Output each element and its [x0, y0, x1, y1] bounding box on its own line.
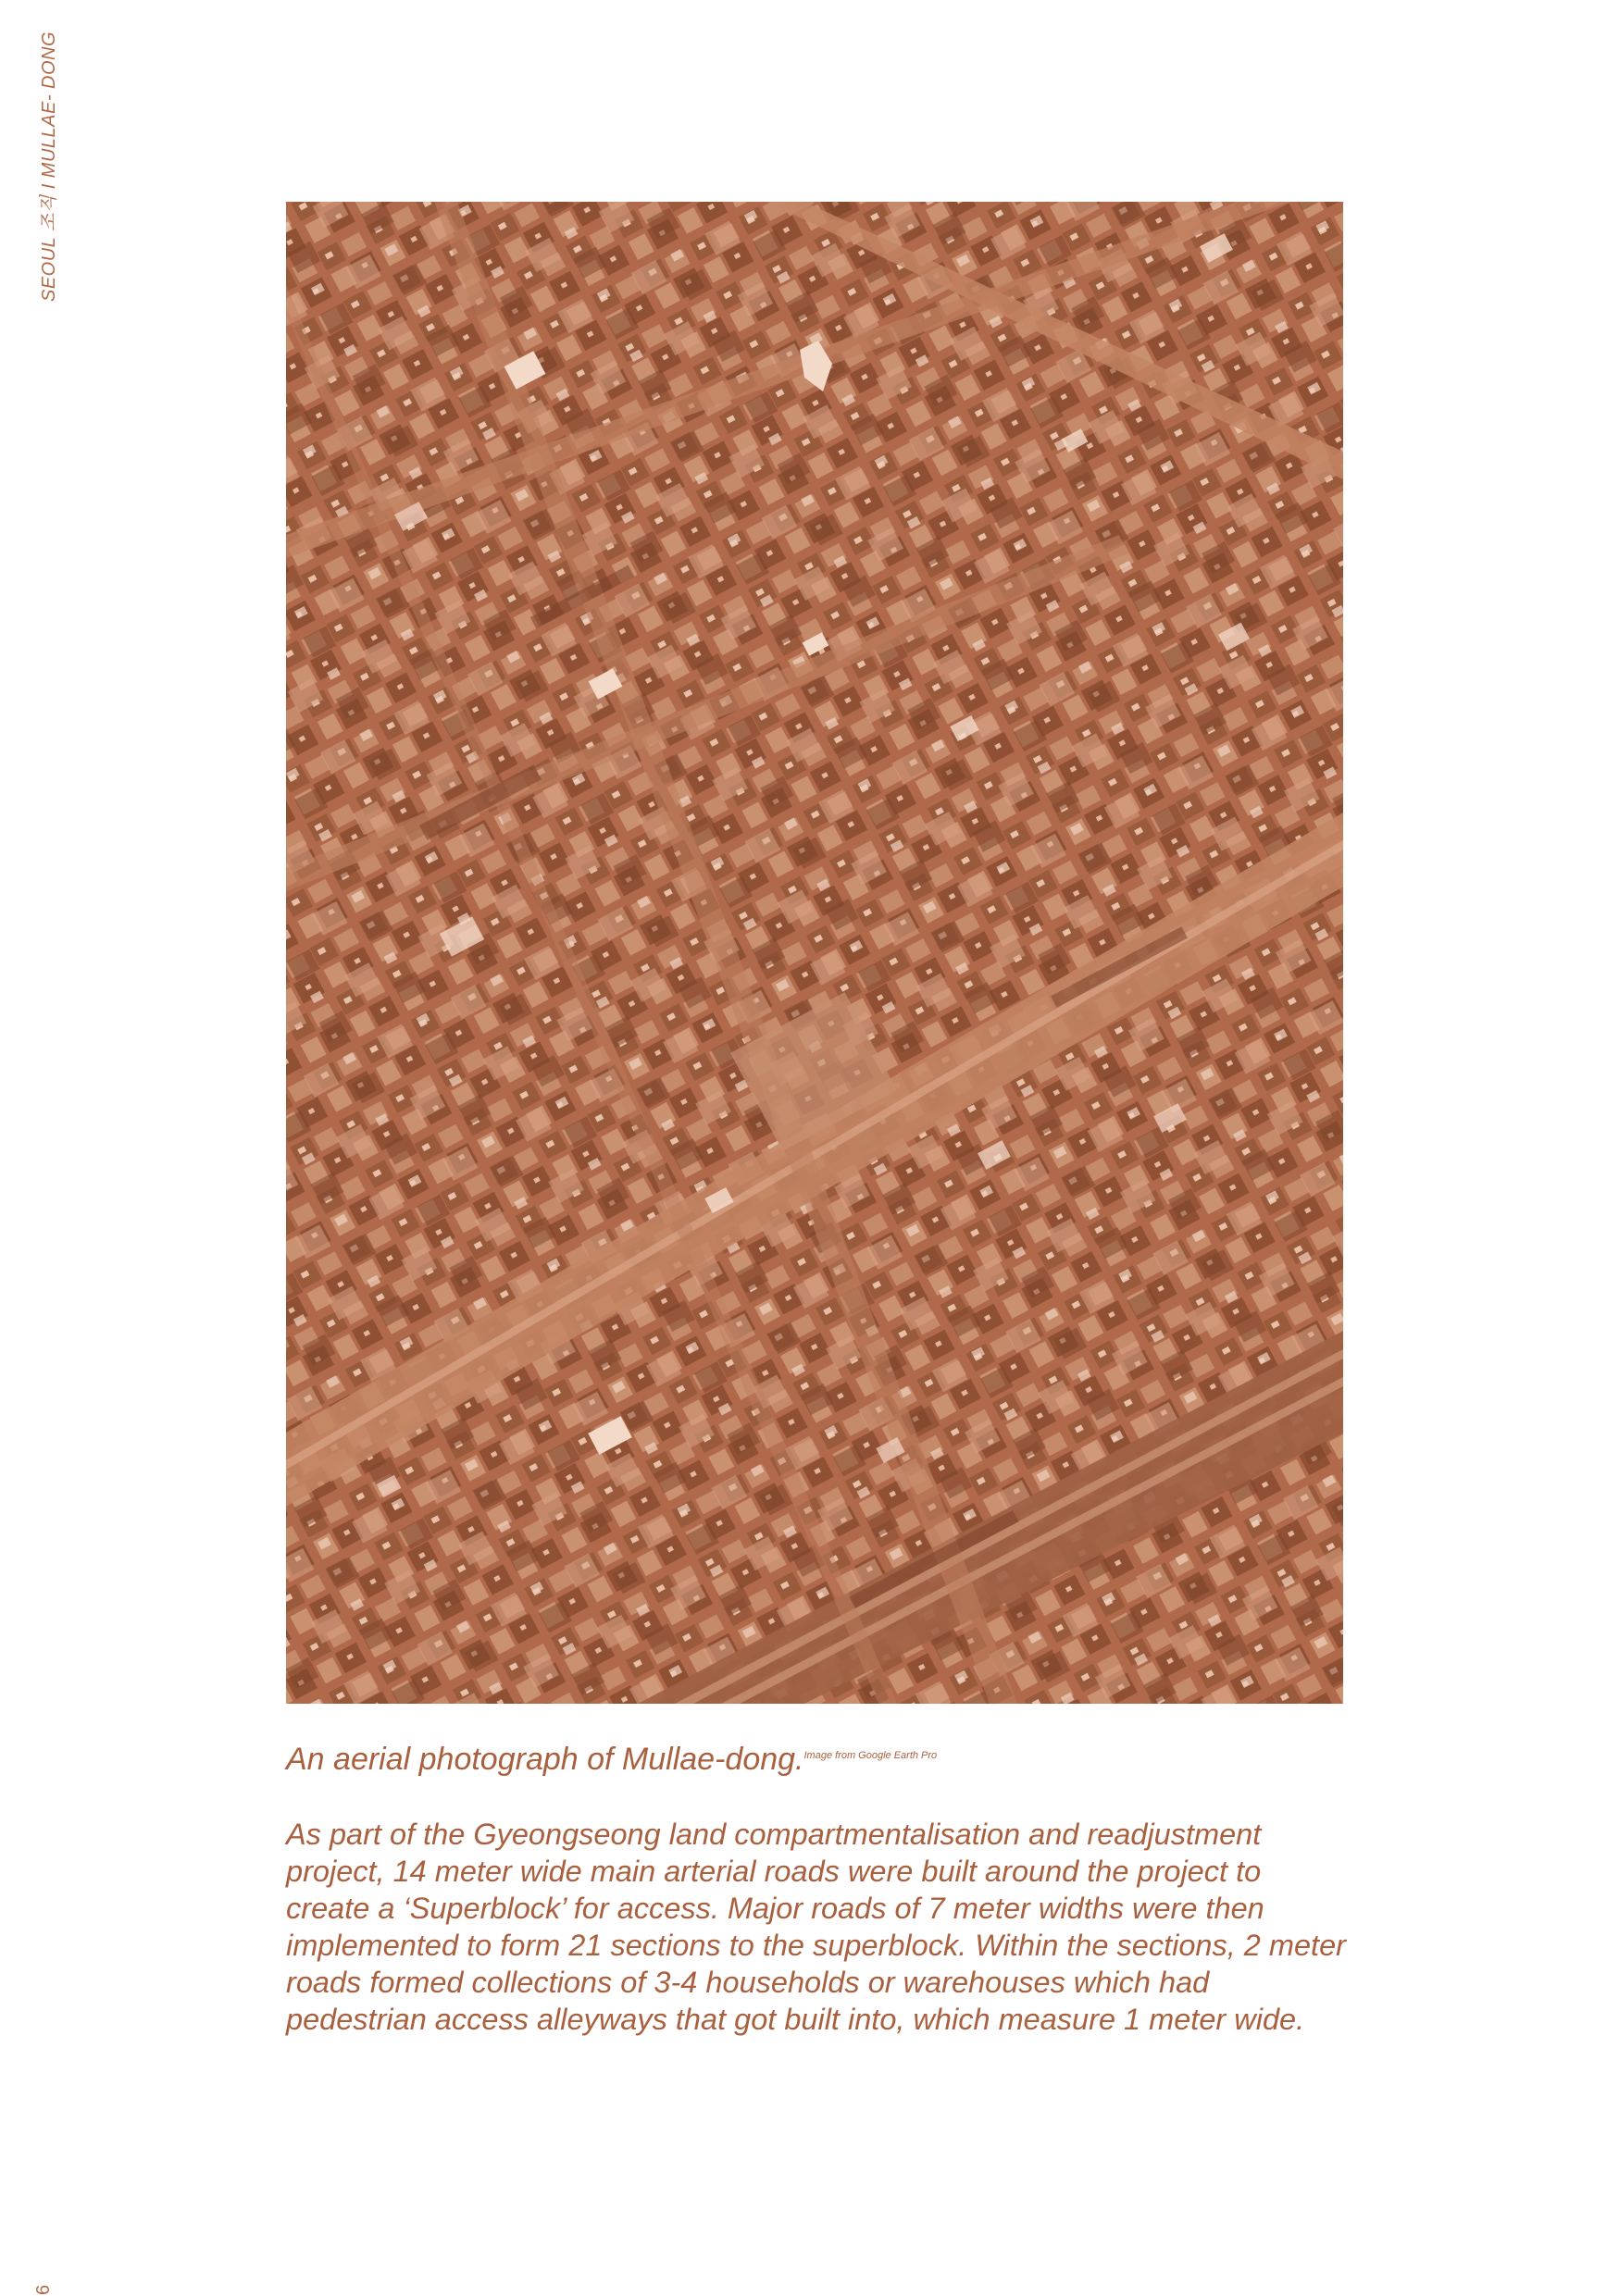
aerial-photo-graphic	[286, 202, 1343, 1704]
figure-caption	[286, 1742, 1343, 1778]
body-paragraph: As part of the Gyeongseong land compartmentalisation and readjustment project, 14 meter wide main arterial roads were built around the project to create a ‘Superblock’ for access. Major roads of 7 meter widths were then implemented to form 21 sections to the superblock. Within the sections, 2 meter roads formed collections of 3-4 households or warehouses which had pedestrian access alleyways that got built into, which measure 1 meter wide.	[286, 1818, 1346, 2036]
running-header: SEOUL 조직 I MULLAE- DONG	[39, 31, 59, 302]
image-credit: Image from Google Earth Pro	[803, 1750, 938, 1761]
page-number: 6	[33, 2284, 54, 2295]
aerial-photograph	[286, 202, 1343, 1704]
caption-text: An aerial photograph of Mullae-dong.	[286, 1742, 804, 1777]
